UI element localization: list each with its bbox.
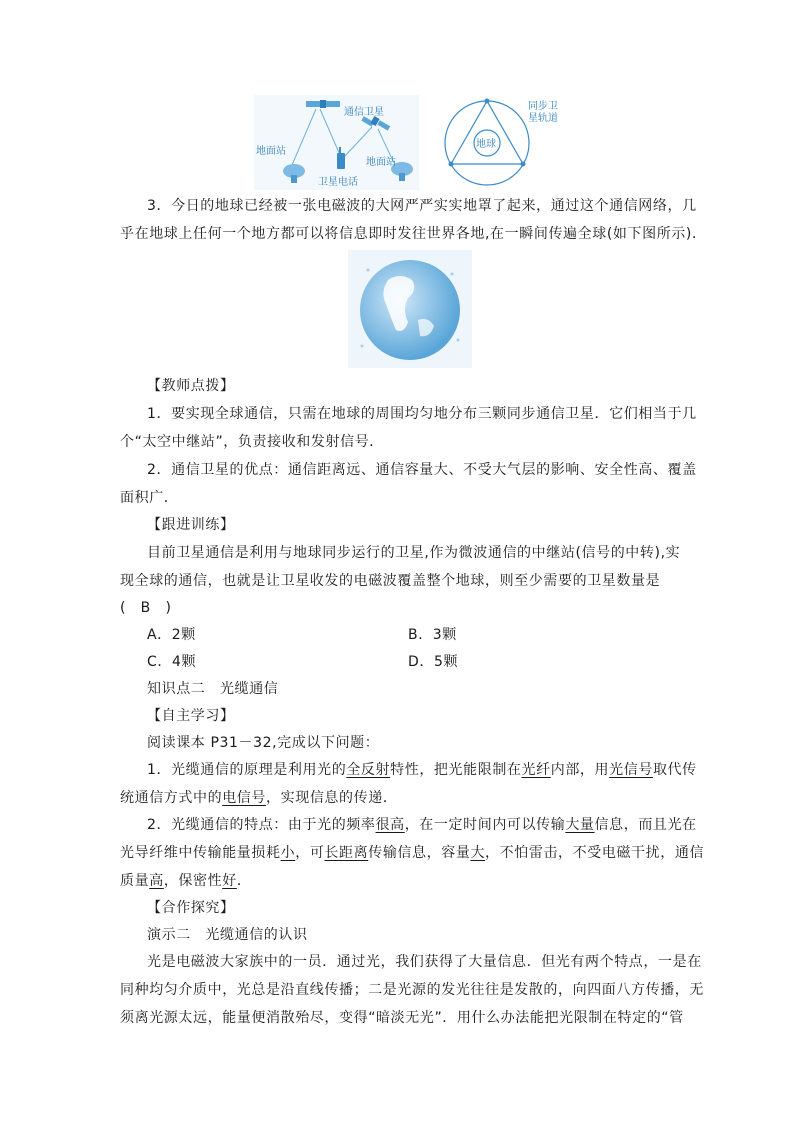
para-line3: 须离光源太远，能量便消散殆尽，变得“暗淡无光”．用什么办法能把光限制在特定的“管: [120, 1010, 684, 1026]
orbit-figure: [440, 95, 570, 190]
read-instruction: 阅读课本 P31－32,完成以下问题：: [147, 735, 380, 751]
q2-line1: 2．光缆通信的特点：由于光的频率很高，在一定时间内可以传输大量信息，而且光在: [147, 817, 697, 833]
label-orbit-1: 同步卫: [528, 101, 558, 112]
practice-q-line1: 目前卫星通信是利用与地球同步运行的卫星,作为微波通信的中继站(信号的中转),实: [147, 545, 681, 561]
teacher-tips-heading: 【教师点拨】: [147, 378, 235, 394]
tip1-line1: 1．要实现全球通信，只需在地球的周围均匀地分布三颗同步通信卫星．它们相当于几: [147, 406, 697, 422]
practice-answer: ( B ): [120, 600, 172, 616]
q1-line2: 统通信方式中的电信号，实现信息的传递．: [120, 790, 398, 806]
blank-good: 好: [222, 873, 237, 889]
q2-line2: 光导纤维中传输能量损耗小，可长距离传输信息，容量大，不怕雷击，不受电磁干扰，通信: [120, 845, 705, 861]
blank-high: 高: [149, 873, 164, 889]
blank-big: 大: [470, 845, 486, 861]
blank-electric-signal: 电信号: [222, 790, 267, 806]
practice-heading: 【跟进训练】: [147, 517, 235, 533]
label-orbit-2: 星轨道: [528, 113, 558, 124]
option-c: C．4颗: [147, 654, 197, 670]
demo-title: 演示二 光缆通信的认识: [147, 927, 308, 943]
label-phone: 卫星电话: [318, 177, 358, 188]
blank-long-distance: 长距离: [324, 845, 369, 861]
coop-heading: 【合作探究】: [147, 900, 235, 916]
tip1-line2: 个“太空中继站”，负责接收和发射信号．: [120, 434, 384, 450]
p3-line2: 乎在地球上任何一个地方都可以将信息即时发往世界各地,在一瞬间传遍全球(如下图所示)．: [120, 226, 707, 242]
self-study-heading: 【自主学习】: [147, 708, 235, 724]
globe-network-image: [348, 250, 472, 368]
blank-optical-fiber: 光纤: [521, 762, 551, 778]
blank-total-reflection: 全反射: [346, 762, 391, 778]
practice-q-line2: 现全球的通信，也就是让卫星收发的电磁波覆盖整个地球，则至少需要的卫星数量是: [120, 573, 661, 589]
option-d: D．5颗: [408, 654, 459, 670]
q2-line3: 质量高，保密性好．: [120, 873, 252, 889]
p3-line1: 3．今日的地球已经被一张电磁波的大网严严实实地罩了起来，通过这个通信网络，几: [147, 198, 697, 214]
option-a: A．2颗: [147, 627, 196, 643]
option-b: B．3颗: [408, 627, 457, 643]
tip2-line1: 2．通信卫星的优点：通信距离远、通信容量大、不受大气层的影响、安全性高、覆盖: [147, 462, 697, 478]
blank-small: 小: [280, 845, 296, 861]
blank-large-amount: 大量: [565, 817, 595, 833]
tip2-line2: 面积广．: [120, 490, 179, 506]
label-satellite: 通信卫星: [344, 107, 384, 118]
q1-line1: 1．光缆通信的原理是利用光的全反射特性，把光能限制在光纤内部，用光信号取代传: [147, 762, 697, 778]
label-earth: 地球: [476, 139, 496, 150]
label-ground-right: 地面站: [366, 157, 396, 168]
blank-very-high: 很高: [375, 817, 405, 833]
label-ground-left: 地面站: [256, 146, 286, 157]
satellite-communication-figure: [254, 95, 419, 190]
blank-light-signal: 光信号: [609, 762, 653, 778]
para-line1: 光是电磁波大家族中的一员．通过光，我们获得了大量信息．但光有两个特点，一是在: [147, 954, 702, 970]
knowledge2-title: 知识点二 光缆通信: [147, 681, 279, 697]
satellite-icon-left: [306, 100, 340, 108]
para-line2: 同种均匀介质中，光总是沿直线传播；二是光源的发光往往是发散的，向四面八方传播，无: [120, 982, 704, 998]
